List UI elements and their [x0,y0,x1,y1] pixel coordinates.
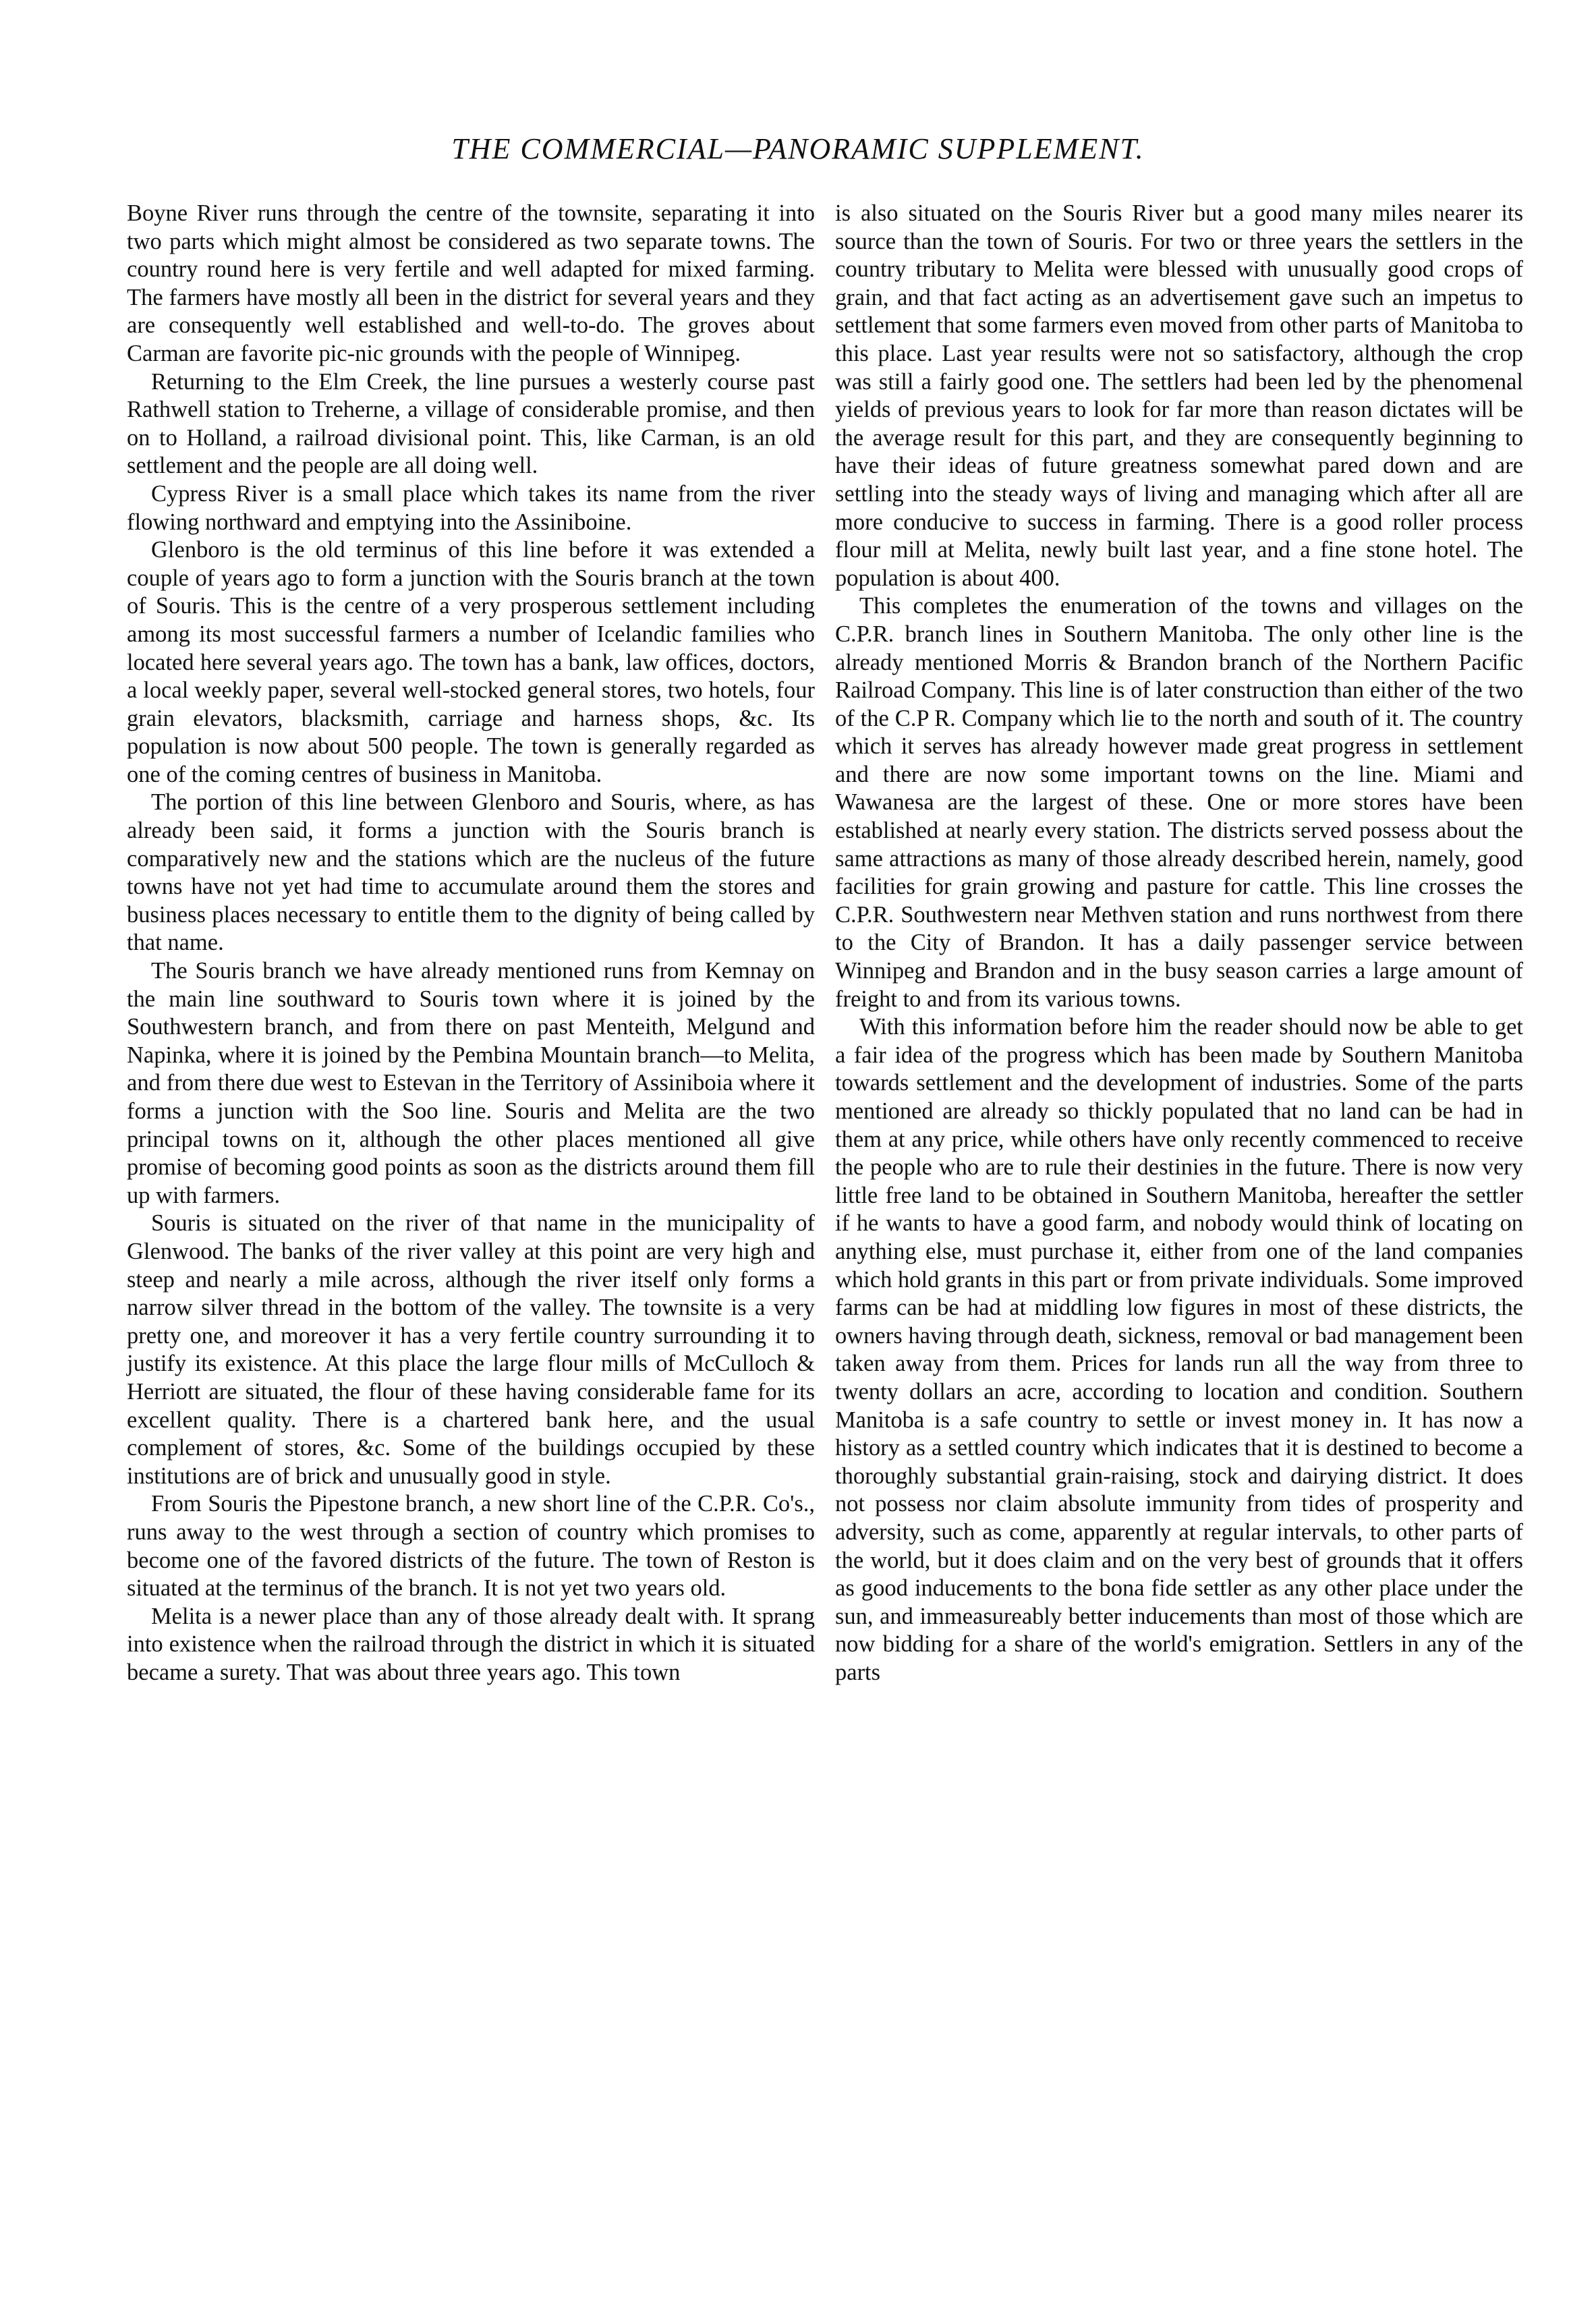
article-paragraph: This completes the enumeration of the towns and villages on the C.P.R. branch lines in Southern Manitoba. The only other line is the already mentioned Morris & Brandon branch of the Northern Pacific Railroad Company. This line is of later construction than either of the two of the C.P R. Company which lie to the north and south of it. The country which it serves has already however made great progress in settlement and there are now some important towns on the line. Miami and Wawanesa are the largest of these. One or more stores have been established at nearly every station. The districts served possess about the same attractions as many of those already described herein, namely, good facilities for grain growing and pasture for cattle. This line crosses the C.P.R. Southwestern near Methven station and runs northwest from there to the City of Brandon. It has a daily passenger service between Winnipeg and Brandon and in the busy season carries a large amount of freight to and from its various towns. [835,593,1523,1012]
article-paragraph: The Souris branch we have already mentioned runs from Kemnay on the main line southward to Souris town where it is joined by the Southwestern branch, and from there on past Menteith, Melgund and Napinka, where it is joined by the Pembina Mountain branch—to Melita, and from there due west to Estevan in the Territory of Assiniboia where it forms a junction with the Soo line. Souris and Melita are the two principal towns on it, although the other places mentioned all give promise of becoming good points as soon as the districts around them fill up with farmers. [127,958,815,1208]
article-paragraph: Souris is situated on the river of that name in the municipality of Glenwood. The banks of the river valley at this point are very high and steep and nearly a mile across, although the river itself only forms a narrow silver thread in the bottom of the valley. The townsite is a very pretty one, and moreover it has a very fertile country surrounding it to justify its existence. At this place the large flour mills of McCulloch & Herriott are situated, the flour of these having considerable fame for its excellent quality. There is a chartered bank here, and the usual complement of stores, &c. Some of the buildings occupied by these institutions are of brick and unusually good in style. [127,1210,815,1489]
article-paragraph: Boyne River runs through the centre of the townsite, separating it into two parts which might almost be considered as two separate towns. The country round here is very fertile and well adapted for mixed farming. The farmers have mostly all been in the district for several years and they are consequently well established and well-to-do. The groves about Carman are favorite pic-nic grounds with the people of Winnipeg. [127,200,815,366]
article-paragraph: From Souris the Pipestone branch, a new short line of the C.P.R. Co's., runs away to the west through a section of country which promises to become one of the favored districts of the future. The town of Reston is situated at the terminus of the branch. It is not yet two years old. [127,1491,815,1602]
article-paragraph: Cypress River is a small place which takes its name from the river flowing northward and emptying into the Assiniboine. [127,480,815,535]
article-paragraph: With this information before him the reader should now be able to get a fair idea of the progress which has been made by Southern Manitoba towards settlement and the development of industries. Some of the parts mentioned are already so thickly populated that no land can be had in them at any price, while others have only recently commenced to receive the people who are to rule their destinies in the future. There is now very little free land to be obtained in Southern Manitoba, hereafter the settler if he wants to have a good farm, and nobody would think of locating on anything else, must purchase it, either from one of the land companies which hold grants in this part or from private individuals. Some improved farms can be had at middling low figures in most of these districts, the owners having through death, sickness, removal or bad management been taken away from them. Prices for lands run all the way from three to twenty dollars an acre, according to location and condition. Southern Manitoba is a safe country to settle or invest money in. It has now a history as a settled country which indicates that it is destined to become a thoroughly substantial grain-raising, stock and dairying district. It does not possess nor claim absolute immunity from tides of prosperity and adversity, such as come, apparently at regular intervals, to other parts of the world, but it does claim and on the very best of grounds that it offers as good inducements to the bona fide settler as any other place under the sun, and immeasureably better inducements than most of those which are now bidding for a share of the world's emigration. Settlers in any of the parts [835,1014,1523,1685]
article-paragraph: The portion of this line between Glenboro and Souris, where, as has already been said, it forms a junction with the Souris branch is comparatively new and the stations which are the nucleus of the future towns have not yet had time to accumulate around them the stores and business places necessary to entitle them to the dignity of being called by that name. [127,789,815,956]
article-paragraph: Melita is a newer place than any of those already dealt with. It sprang into existence when the railroad through the district in which it is situated became a surety. That was about three years ago. This town [127,1603,815,1685]
article-paragraph: is also situated on the Souris River but a good many miles nearer its source than the town of Souris. For two or three years the settlers in the country tributary to Melita were blessed with unusually good crops of grain, and that fact acting as an advertisement gave such an impetus to settlement that some farmers even moved from other parts of Manitoba to this place. Last year results were not so satisfactory, although the crop was still a fairly good one. The settlers had been led by the phenomenal yields of previous years to look for far more than reason dictates will be the average result for this part, and they are consequently beginning to have their ideas of future greatness somewhat pared down and are settling into the steady ways of living and managing which after all are more conducive to success in farming. There is a good roller process flour mill at Melita, newly built last year, and a fine stone hotel. The population is about 400. [835,200,1523,591]
right-column [835,200,1523,1687]
article-paragraph: Glenboro is the old terminus of this line before it was extended a couple of years ago to form a junction with the Souris branch at the town of Souris. This is the centre of a very prosperous settlement including among its most successful farmers a number of Icelandic families who located here several years ago. The town has a bank, law offices, doctors, a local weekly paper, several well-stocked general stores, two hotels, four grain elevators, blacksmith, carriage and harness shops, &c. Its population is now about 500 people. The town is generally regarded as one of the coming centres of business in Manitoba. [127,537,815,787]
left-column [127,200,815,1687]
page-header: THE COMMERCIAL—PANORAMIC SUPPLEMENT. [451,132,1145,165]
article-paragraph: Returning to the Elm Creek, the line pursues a westerly course past Rathwell station to Treherne, a village of considerable promise, and then on to Holland, a railroad divisional point. This, like Carman, is an old settlement and the people are all doing well. [127,368,815,479]
